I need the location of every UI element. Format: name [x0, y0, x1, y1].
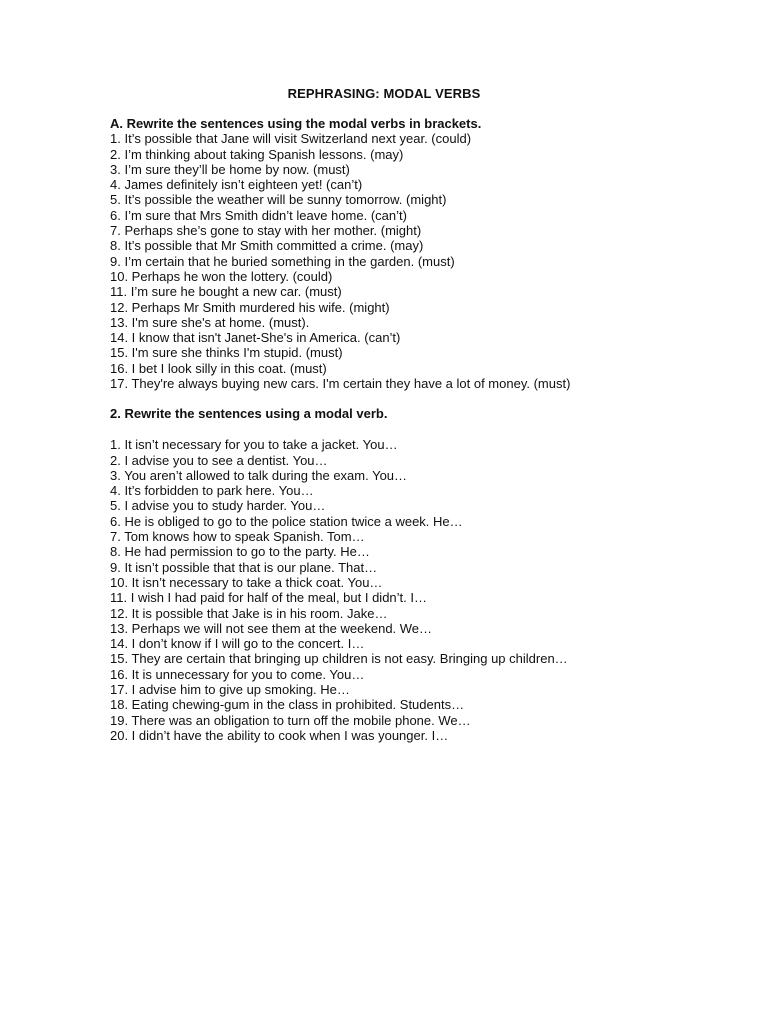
exercise-item: 18. Eating chewing-gum in the class in prohibited. Students… [110, 697, 465, 713]
exercise-item: 13. I'm sure she's at home. (must). [110, 314, 310, 330]
section-a-heading: A. Rewrite the sentences using the modal verbs in brackets. [110, 116, 482, 131]
exercise-item: 8. It’s possible that Mr Smith committed a crime. (may) [110, 238, 424, 254]
exercise-item: 12. It is possible that Jake is in his room. Jake… [110, 605, 388, 621]
exercise-item: 10. It isn’t necessary to take a thick coat. You… [110, 574, 383, 590]
section-b-list [110, 437, 750, 743]
section-a [110, 116, 750, 391]
exercise-item: 17. I advise him to give up smoking. He… [110, 682, 350, 698]
exercise-item: 17. They're always buying new cars. I'm certain they have a lot of money. (must) [110, 376, 571, 392]
section-b-heading: 2. Rewrite the sentences using a modal verb. [110, 406, 388, 421]
exercise-item: 9. I’m certain that he buried something in the garden. (must) [110, 253, 455, 269]
exercise-item: 11. I’m sure he bought a new car. (must) [110, 284, 342, 300]
exercise-item: 16. It is unnecessary for you to come. You… [110, 666, 365, 682]
exercise-item: 20. I didn’t have the ability to cook when I was younger. I… [110, 727, 449, 743]
exercise-item: 6. I’m sure that Mrs Smith didn’t leave home. (can’t) [110, 207, 407, 223]
document-title: REPHRASING: MODAL VERBS [287, 86, 481, 101]
exercise-item: 5. It’s possible the weather will be sunny tomorrow. (might) [110, 192, 447, 208]
exercise-item: 5. I advise you to study harder. You… [110, 498, 326, 514]
exercise-item: 6. He is obliged to go to the police station twice a week. He… [110, 513, 463, 529]
exercise-item: 4. It’s forbidden to park here. You… [110, 483, 314, 499]
exercise-item: 7. Perhaps she’s gone to stay with her mother. (might) [110, 223, 422, 239]
exercise-item: 1. It’s possible that Jane will visit Switzerland next year. (could) [110, 131, 472, 147]
exercise-item: 2. I’m thinking about taking Spanish lessons. (may) [110, 146, 404, 162]
exercise-item: 10. Perhaps he won the lottery. (could) [110, 268, 333, 284]
exercise-item: 9. It isn’t possible that that is our plane. That… [110, 559, 378, 575]
section-a-list [110, 131, 750, 391]
exercise-item: 4. James definitely isn’t eighteen yet! (can’t) [110, 177, 363, 193]
exercise-item: 16. I bet I look silly in this coat. (must) [110, 360, 327, 376]
exercise-item: 19. There was an obligation to turn off the mobile phone. We… [110, 712, 471, 728]
exercise-item: 2. I advise you to see a dentist. You… [110, 452, 328, 468]
section-b [110, 406, 750, 743]
exercise-item: 3. You aren’t allowed to talk during the exam. You… [110, 467, 408, 483]
exercise-item: 14. I don’t know if I will go to the concert. I… [110, 636, 365, 652]
exercise-item: 11. I wish I had paid for half of the meal, but I didn’t. I… [110, 590, 427, 606]
exercise-item: 3. I’m sure they’ll be home by now. (must) [110, 161, 350, 177]
exercise-item: 13. Perhaps we will not see them at the weekend. We… [110, 620, 433, 636]
exercise-item: 1. It isn’t necessary for you to take a jacket. You… [110, 437, 398, 453]
exercise-item: 8. He had permission to go to the party. He… [110, 544, 370, 560]
exercise-item: 14. I know that isn't Janet-She's in America. (can’t) [110, 330, 401, 346]
exercise-item: 15. They are certain that bringing up children is not easy. Bringing up children… [110, 651, 568, 667]
exercise-item: 7. Tom knows how to speak Spanish. Tom… [110, 529, 365, 545]
exercise-item: 12. Perhaps Mr Smith murdered his wife. (might) [110, 299, 390, 315]
exercise-item: 15. I'm sure she thinks I'm stupid. (must) [110, 345, 343, 361]
